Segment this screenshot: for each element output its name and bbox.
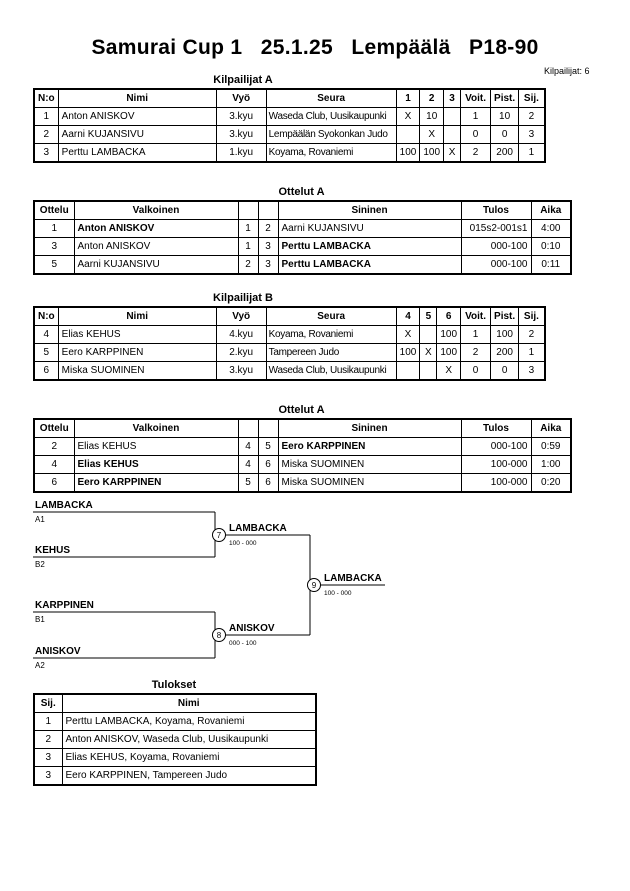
- header-row: [34, 201, 571, 220]
- cell-r1: X: [396, 326, 420, 344]
- cell-r1: X: [396, 108, 420, 126]
- cell-blue-no: 3: [258, 256, 278, 275]
- match-number: 7: [216, 531, 222, 540]
- cell-white-name: Eero KARPPINEN: [74, 474, 238, 493]
- matches-b-heading: Ottelut A: [278, 404, 325, 416]
- cell-points: 0: [491, 362, 519, 381]
- cell-match-no: 2: [34, 438, 74, 456]
- cell-r2: 10: [420, 108, 444, 126]
- col-header-r1: 4: [396, 307, 420, 326]
- cell-belt: 3.kyu: [216, 108, 266, 126]
- col-header-wins: Voit.: [461, 89, 491, 108]
- col-header-r2: 5: [420, 307, 437, 326]
- cell-name: Aarni KUJANSIVU: [58, 126, 216, 144]
- cell-club: Tampereen Judo: [266, 344, 396, 362]
- cell-club: Lempäälän Syokonkan Judo: [266, 126, 396, 144]
- cell-place: 1: [519, 144, 545, 163]
- cell-result: 000-100: [461, 238, 531, 256]
- cell-white-name: Elias KEHUS: [74, 438, 238, 456]
- bracket-winner-name: ANISKOV: [229, 623, 275, 634]
- col-header-name: Nimi: [62, 694, 316, 713]
- cell-belt: 3.kyu: [216, 126, 266, 144]
- cell-no: 6: [34, 362, 58, 381]
- bracket-seed: B1: [35, 615, 45, 624]
- cell-r3: [444, 126, 461, 144]
- cell-points: 10: [491, 108, 519, 126]
- pool-a-heading: Kilpailijat A: [213, 74, 273, 86]
- cell-club: Koyama, Rovaniemi: [266, 144, 396, 163]
- cell-belt: 2.kyu: [216, 344, 266, 362]
- page-title: Samurai Cup 1 25.1.25 Lempäälä P18-90: [91, 36, 539, 59]
- cell-time: 0:11: [531, 256, 571, 275]
- pool-b-table: [33, 306, 546, 381]
- cell-place: 1: [34, 713, 62, 731]
- bracket-score: 000 - 100: [229, 640, 257, 647]
- col-header-no: N:o: [34, 307, 58, 326]
- cell-place: 2: [34, 731, 62, 749]
- cell-white-name: Elias KEHUS: [74, 456, 238, 474]
- cell-time: 0:10: [531, 238, 571, 256]
- cell-blue-no: 6: [258, 474, 278, 493]
- col-header-blue: Sininen: [278, 419, 461, 438]
- cell-r2: [420, 362, 437, 381]
- bracket-slot-name: KEHUS: [35, 545, 71, 556]
- cell-white-name: Anton ANISKOV: [74, 220, 238, 238]
- cell-match-no: 6: [34, 474, 74, 493]
- bracket-seed: A2: [35, 661, 45, 670]
- col-header-result: Tulos: [461, 419, 531, 438]
- cell-no: 1: [34, 108, 58, 126]
- cell-match-no: 3: [34, 238, 74, 256]
- cell-r3: X: [437, 362, 461, 381]
- pool-b-heading: Kilpailijat B: [213, 292, 273, 304]
- col-header-place: Sij.: [519, 307, 545, 326]
- cell-wins: 1: [461, 326, 491, 344]
- cell-r2: X: [420, 126, 444, 144]
- matches-a-table: [33, 200, 572, 275]
- competitor-row: [34, 344, 545, 362]
- cell-points: 200: [491, 344, 519, 362]
- cell-no: 2: [34, 126, 58, 144]
- results-heading: Tulokset: [151, 679, 197, 691]
- cell-match-no: 1: [34, 220, 74, 238]
- cell-points: 100: [491, 326, 519, 344]
- col-header-club: Seura: [266, 307, 396, 326]
- cell-place: 1: [519, 344, 545, 362]
- cell-name: Anton ANISKOV, Waseda Club, Uusikaupunki: [62, 731, 316, 749]
- col-header-r2: 2: [420, 89, 444, 108]
- result-row: [34, 767, 316, 786]
- bracket-winner-name: LAMBACKA: [324, 573, 382, 584]
- cell-blue-name: Perttu LAMBACKA: [278, 238, 461, 256]
- header-row: [34, 89, 545, 108]
- cell-result: 000-100: [461, 256, 531, 275]
- cell-r2: X: [420, 344, 437, 362]
- cell-wins: 1: [461, 108, 491, 126]
- cell-points: 200: [491, 144, 519, 163]
- cell-r1: 100: [396, 144, 420, 163]
- col-header-blue-no: [258, 419, 278, 438]
- col-header-wins: Voit.: [461, 307, 491, 326]
- col-header-club: Seura: [266, 89, 396, 108]
- competitors-count: Kilpailijat: 6: [544, 66, 590, 76]
- cell-result: 100-000: [461, 456, 531, 474]
- cell-no: 4: [34, 326, 58, 344]
- cell-blue-name: Miska SUOMINEN: [278, 456, 461, 474]
- match-row: [34, 456, 571, 474]
- cell-r3: 100: [437, 326, 461, 344]
- cell-r1: [396, 126, 420, 144]
- cell-time: 1:00: [531, 456, 571, 474]
- cell-r3: 100: [437, 344, 461, 362]
- col-header-white-no: [238, 419, 258, 438]
- cell-blue-name: Eero KARPPINEN: [278, 438, 461, 456]
- bracket-lines: [33, 512, 385, 658]
- cell-name: Perttu LAMBACKA: [58, 144, 216, 163]
- cell-r1: 100: [396, 344, 420, 362]
- cell-white-no: 5: [238, 474, 258, 493]
- cell-blue-no: 3: [258, 238, 278, 256]
- cell-time: 0:59: [531, 438, 571, 456]
- bracket-score: 100 - 000: [229, 540, 257, 547]
- cell-blue-name: Aarni KUJANSIVU: [278, 220, 461, 238]
- bracket-slot-name: KARPPINEN: [35, 600, 94, 611]
- col-header-belt: Vyö: [216, 307, 266, 326]
- cell-name: Anton ANISKOV: [58, 108, 216, 126]
- cell-club: Waseda Club, Uusikaupunki: [266, 362, 396, 381]
- matches-a-heading: Ottelut A: [278, 186, 325, 198]
- competitor-row: [34, 108, 545, 126]
- col-header-blue-no: [258, 201, 278, 220]
- cell-name: Eero KARPPINEN: [58, 344, 216, 362]
- col-header-belt: Vyö: [216, 89, 266, 108]
- cell-belt: 4.kyu: [216, 326, 266, 344]
- col-header-name: Nimi: [58, 89, 216, 108]
- cell-r2: 100: [420, 144, 444, 163]
- result-row: [34, 749, 316, 767]
- col-header-r1: 1: [396, 89, 420, 108]
- cell-r3: [444, 108, 461, 126]
- cell-place: 2: [519, 108, 545, 126]
- cell-name: Elias KEHUS: [58, 326, 216, 344]
- cell-wins: 2: [461, 344, 491, 362]
- cell-blue-no: 2: [258, 220, 278, 238]
- col-header-white: Valkoinen: [74, 419, 238, 438]
- cell-belt: 1.kyu: [216, 144, 266, 163]
- cell-time: 4:00: [531, 220, 571, 238]
- cell-match-no: 5: [34, 256, 74, 275]
- cell-blue-no: 6: [258, 456, 278, 474]
- cell-name: Miska SUOMINEN: [58, 362, 216, 381]
- cell-white-no: 1: [238, 238, 258, 256]
- col-header-time: Aika: [531, 419, 571, 438]
- cell-place: 3: [519, 362, 545, 381]
- competitor-row: [34, 126, 545, 144]
- cell-white-no: 2: [238, 256, 258, 275]
- cell-points: 0: [491, 126, 519, 144]
- cell-r2: [420, 326, 437, 344]
- cell-white-no: 4: [238, 456, 258, 474]
- cell-blue-name: Miska SUOMINEN: [278, 474, 461, 493]
- cell-belt: 3.kyu: [216, 362, 266, 381]
- cell-result: 015s2-001s1: [461, 220, 531, 238]
- header-row: [34, 694, 316, 713]
- cell-white-name: Anton ANISKOV: [74, 238, 238, 256]
- cell-result: 000-100: [461, 438, 531, 456]
- col-header-r3: 6: [437, 307, 461, 326]
- col-header-match: Ottelu: [34, 419, 74, 438]
- col-header-result: Tulos: [461, 201, 531, 220]
- cell-blue-name: Perttu LAMBACKA: [278, 256, 461, 275]
- cell-name: Elias KEHUS, Koyama, Rovaniemi: [62, 749, 316, 767]
- cell-time: 0:20: [531, 474, 571, 493]
- cell-place: 2: [519, 326, 545, 344]
- cell-white-no: 4: [238, 438, 258, 456]
- cell-white-no: 1: [238, 220, 258, 238]
- cell-r1: [396, 362, 420, 381]
- result-row: [34, 731, 316, 749]
- cell-place: 3: [519, 126, 545, 144]
- cell-no: 3: [34, 144, 58, 163]
- competitor-row: [34, 144, 545, 163]
- match-row: [34, 438, 571, 456]
- header-row: [34, 307, 545, 326]
- cell-club: Waseda Club, Uusikaupunki: [266, 108, 396, 126]
- cell-club: Koyama, Rovaniemi: [266, 326, 396, 344]
- cell-place: 3: [34, 767, 62, 786]
- col-header-time: Aika: [531, 201, 571, 220]
- match-row: [34, 238, 571, 256]
- cell-r3: X: [444, 144, 461, 163]
- bracket-seed: A1: [35, 515, 45, 524]
- competitor-row: [34, 362, 545, 381]
- bracket-score: 100 - 000: [324, 590, 352, 597]
- header-row: [34, 419, 571, 438]
- cell-white-name: Aarni KUJANSIVU: [74, 256, 238, 275]
- col-header-points: Pist.: [491, 89, 519, 108]
- cell-wins: 2: [461, 144, 491, 163]
- col-header-no: N:o: [34, 89, 58, 108]
- bracket-slot-name: LAMBACKA: [35, 500, 93, 511]
- bracket-seed: B2: [35, 560, 45, 569]
- match-number: 9: [311, 581, 317, 590]
- cell-blue-no: 5: [258, 438, 278, 456]
- match-number: 8: [216, 631, 222, 640]
- cell-result: 100-000: [461, 474, 531, 493]
- bracket-slot-name: ANISKOV: [35, 646, 81, 657]
- cell-match-no: 4: [34, 456, 74, 474]
- cell-no: 5: [34, 344, 58, 362]
- results-table: [33, 693, 317, 786]
- cell-place: 3: [34, 749, 62, 767]
- match-row: [34, 256, 571, 275]
- result-row: [34, 713, 316, 731]
- col-header-r3: 3: [444, 89, 461, 108]
- col-header-place: Sij.: [519, 89, 545, 108]
- col-header-place: Sij.: [34, 694, 62, 713]
- col-header-points: Pist.: [491, 307, 519, 326]
- col-header-blue: Sininen: [278, 201, 461, 220]
- matches-b-table: [33, 418, 572, 493]
- col-header-white: Valkoinen: [74, 201, 238, 220]
- col-header-white-no: [238, 201, 258, 220]
- match-row: [34, 220, 571, 238]
- elimination-bracket: [33, 498, 403, 676]
- cell-wins: 0: [461, 126, 491, 144]
- cell-name: Perttu LAMBACKA, Koyama, Rovaniemi: [62, 713, 316, 731]
- cell-name: Eero KARPPINEN, Tampereen Judo: [62, 767, 316, 786]
- bracket-winner-name: LAMBACKA: [229, 523, 287, 534]
- col-header-name: Nimi: [58, 307, 216, 326]
- match-row: [34, 474, 571, 493]
- pool-a-table: [33, 88, 546, 163]
- col-header-match: Ottelu: [34, 201, 74, 220]
- competitor-row: [34, 326, 545, 344]
- cell-wins: 0: [461, 362, 491, 381]
